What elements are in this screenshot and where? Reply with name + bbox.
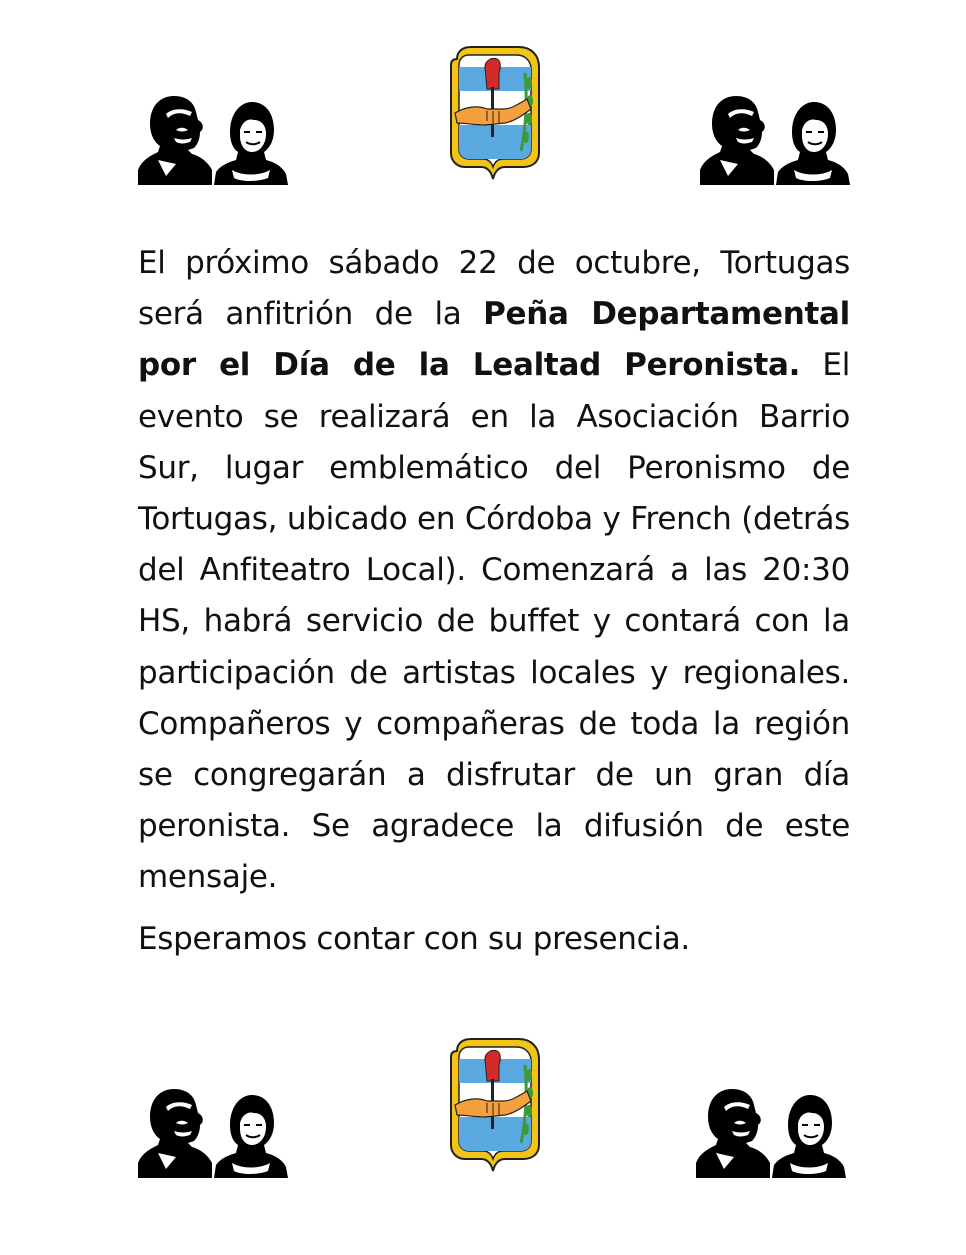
announcement-intro: El próximo sábado 22 de octubre, Tortugas será anfitrión de la bbox=[138, 245, 850, 333]
peronist-party-shield-icon bbox=[447, 1035, 543, 1175]
event-name: Peña Departamental por el Día de la Lealtad Peronista. bbox=[138, 296, 850, 384]
closing-line: Esperamos contar con su presencia. bbox=[138, 920, 690, 957]
peron-evita-portraits-icon bbox=[136, 90, 288, 185]
announcement-paragraph bbox=[138, 238, 850, 904]
peron-evita-portraits-icon bbox=[694, 1083, 846, 1178]
peron-evita-portraits-icon bbox=[698, 90, 850, 185]
document-body bbox=[138, 238, 850, 965]
peronist-party-shield-icon bbox=[447, 43, 543, 183]
header-decor bbox=[0, 40, 966, 190]
footer-decor bbox=[0, 1035, 966, 1185]
peron-evita-portraits-icon bbox=[136, 1083, 288, 1178]
announcement-body: El evento se realizará en la Asociación Barrio Sur, lugar emblemático del Peronismo de Tortugas, ubicado en Córdoba y French (detrás del Anfiteatro Local). Comenzará a las 20:30 HS, habrá servicio de buffet y contará con la participación de artistas locales y regionales. Compañeros y compañeras de toda la región se congregarán a disfrutar de un gran día peronista. Se agradece la difusión de este mensaje. bbox=[138, 347, 851, 896]
